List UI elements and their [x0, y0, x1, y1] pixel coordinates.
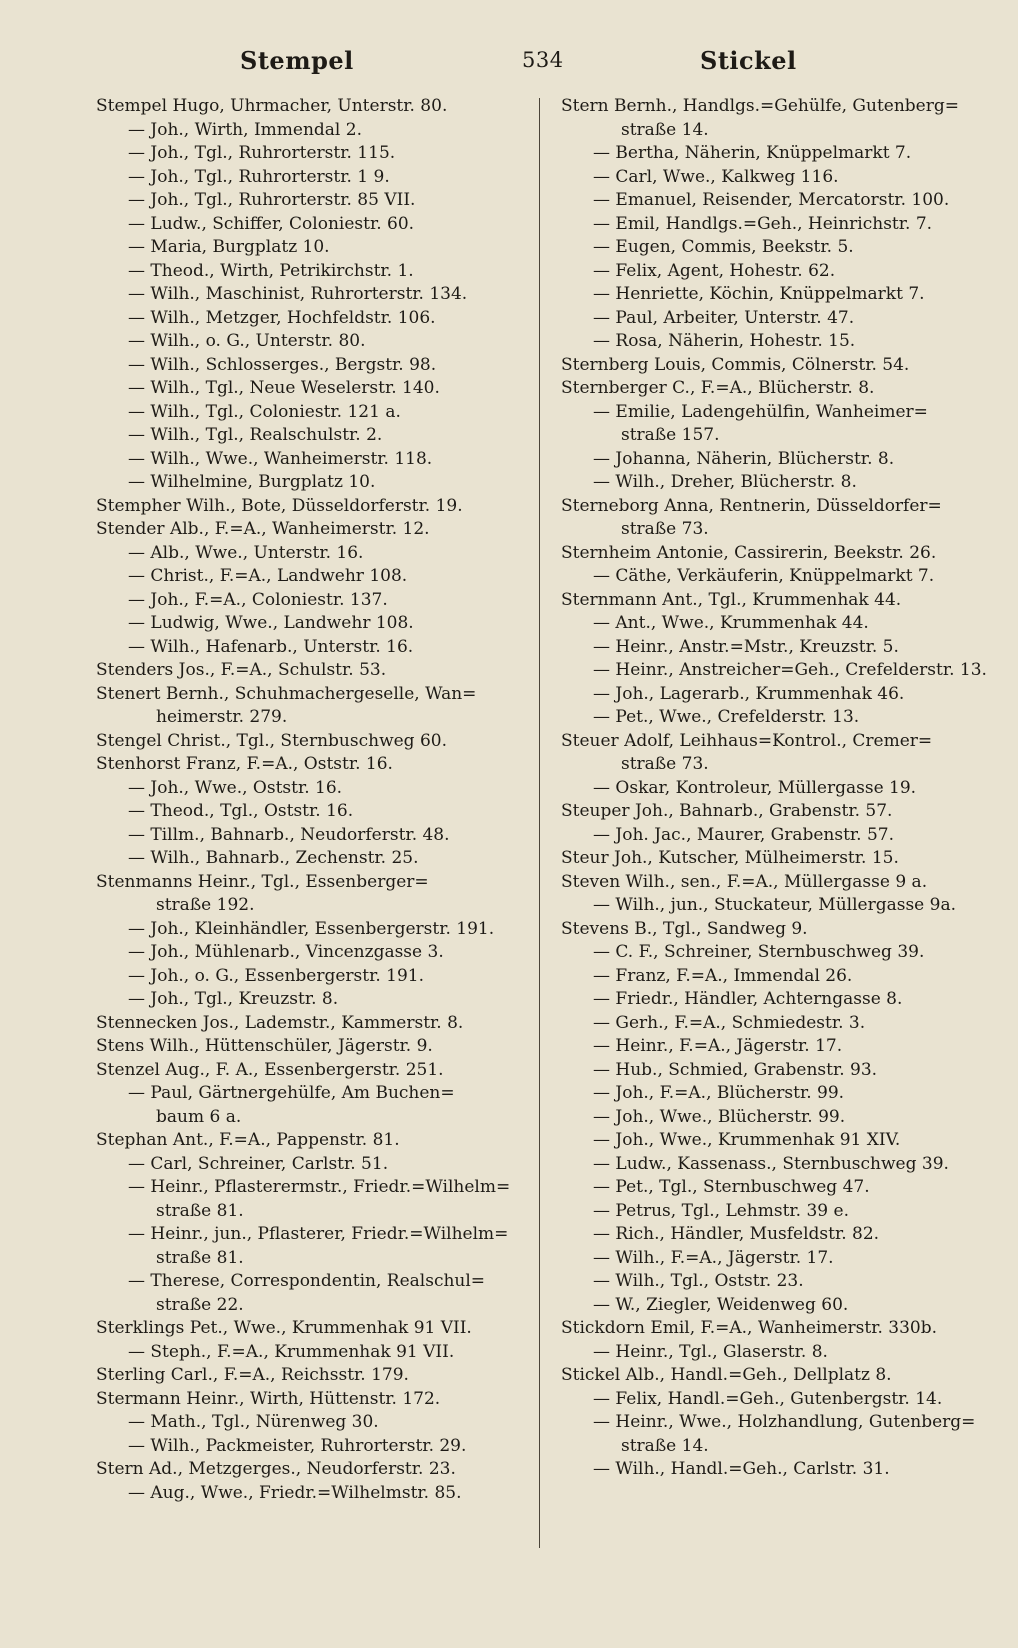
right-directory-line: straße 73. — [621, 754, 709, 774]
header-left-keyword: Stempel — [240, 46, 354, 75]
left-directory-line: Stermann Heinr., Wirth, Hüttenstr. 172. — [96, 1388, 441, 1409]
right-directory-line: — Felix, Agent, Hohestr. 62. — [593, 260, 836, 281]
right-directory-line: Stickel Alb., Handl.=Geh., Dellplatz 8. — [561, 1365, 892, 1385]
right-directory-line: straße 14. — [621, 1435, 709, 1456]
left-directory-line: Stender Alb., F.=A., Wanheimerstr. 12. — [96, 519, 430, 539]
right-directory-line: — Wilh., Tgl., Oststr. 23. — [593, 1271, 804, 1291]
right-directory-line: — Felix, Handl.=Geh., Gutenbergstr. 14. — [593, 1388, 943, 1409]
right-directory-line: — Joh., Lagerarb., Krummenhak 46. — [593, 683, 905, 704]
left-directory-line: — Wilh., Hafenarb., Unterstr. 16. — [128, 636, 414, 657]
left-directory-line: — Joh., o. G., Essenbergerstr. 191. — [128, 965, 425, 986]
right-directory-line: — Joh., Wwe., Krummenhak 91 XIV. — [593, 1130, 901, 1150]
left-directory-line: Stern Ad., Metzgerges., Neudorferstr. 23. — [96, 1459, 456, 1479]
right-directory-line: — Rosa, Näherin, Hohestr. 15. — [593, 331, 856, 351]
left-directory-line: Stengel Christ., Tgl., Sternbuschweg 60. — [96, 730, 447, 751]
right-directory-line: Steuer Adolf, Leihhaus=Kontrol., Cremer= — [561, 730, 933, 751]
left-directory-line: — Ludw., Schiffer, Coloniestr. 60. — [128, 213, 415, 234]
right-directory-line: — Wilh., Handl.=Geh., Carlstr. 31. — [593, 1459, 890, 1479]
right-directory-line: — Emil, Handlgs.=Geh., Heinrichstr. 7. — [593, 213, 933, 234]
left-directory-line: Stennecken Jos., Lademstr., Kammerstr. 8. — [96, 1012, 464, 1033]
left-directory-line: — Joh., Tgl., Ruhrorterstr. 85 VII. — [128, 190, 416, 210]
right-directory-line: — C. F., Schreiner, Sternbuschweg 39. — [593, 942, 925, 962]
left-directory-line: Stenzel Aug., F. A., Essenbergerstr. 251. — [96, 1059, 444, 1080]
right-directory-line: — Bertha, Näherin, Knüppelmarkt 7. — [593, 143, 912, 163]
right-directory-line: — Eugen, Commis, Beekstr. 5. — [593, 237, 854, 257]
left-directory-line: Stenhorst Franz, F.=A., Oststr. 16. — [96, 754, 393, 774]
left-directory-line: — Joh., F.=A., Coloniestr. 137. — [128, 589, 388, 610]
left-directory-line: Stephan Ant., F.=A., Pappenstr. 81. — [96, 1130, 400, 1150]
right-directory-line: — Pet., Tgl., Sternbuschweg 47. — [593, 1177, 870, 1197]
right-directory-line: — Petrus, Tgl., Lehmstr. 39 e. — [593, 1200, 849, 1221]
right-directory-line: — Heinr., Wwe., Holzhandlung, Gutenberg= — [593, 1412, 976, 1432]
left-directory-line: Stens Wilh., Hüttenschüler, Jägerstr. 9. — [96, 1036, 433, 1056]
right-directory-line: — Ludw., Kassenass., Sternbuschweg 39. — [593, 1153, 949, 1174]
left-directory-line: — Wilh., Schlosserges., Bergstr. 98. — [128, 354, 437, 375]
right-directory-line: — Johanna, Näherin, Blücherstr. 8. — [593, 448, 895, 469]
header-right-keyword: Stickel — [700, 46, 797, 75]
right-directory-line: Steur Joh., Kutscher, Mülheimerstr. 15. — [561, 848, 899, 868]
right-directory-line: straße 73. — [621, 519, 709, 539]
right-directory-line: Stickdorn Emil, F.=A., Wanheimerstr. 330b. — [561, 1318, 938, 1338]
left-directory-line: straße 192. — [156, 895, 255, 915]
left-directory-line: — Maria, Burgplatz 10. — [128, 237, 330, 257]
left-directory-line: — Wilh., Maschinist, Ruhrorterstr. 134. — [128, 284, 468, 304]
left-directory-line: — Joh., Wirth, Immendal 2. — [128, 119, 362, 140]
right-directory-line: Sternheim Antonie, Cassirerin, Beekstr. 26. — [561, 542, 937, 563]
right-directory-line: Steuper Joh., Bahnarb., Grabenstr. 57. — [561, 801, 893, 821]
left-directory-line: — Theod., Tgl., Oststr. 16. — [128, 801, 354, 821]
left-directory-line: — Wilh., o. G., Unterstr. 80. — [128, 331, 366, 351]
left-directory-line: Sterling Carl., F.=A., Reichsstr. 179. — [96, 1365, 409, 1385]
column-divider — [539, 98, 540, 1548]
right-directory-line: Sterneborg Anna, Rentnerin, Düsseldorfer= — [561, 495, 942, 516]
right-directory-line: — Rich., Händler, Musfeldstr. 82. — [593, 1224, 880, 1244]
right-directory-line: — Franz, F.=A., Immendal 26. — [593, 965, 853, 986]
right-directory-line: — Friedr., Händler, Achterngasse 8. — [593, 989, 903, 1009]
left-directory-line: — Heinr., Pflasterermstr., Friedr.=Wilhelm= — [128, 1177, 511, 1197]
left-directory-line: Sterklings Pet., Wwe., Krummenhak 91 VII. — [96, 1318, 472, 1338]
right-directory-line: straße 157. — [621, 425, 720, 445]
right-directory-line: — Hub., Schmied, Grabenstr. 93. — [593, 1059, 878, 1080]
right-directory-line: — Wilh., Dreher, Blücherstr. 8. — [593, 472, 857, 492]
right-directory-line: — Heinr., F.=A., Jägerstr. 17. — [593, 1036, 843, 1056]
left-directory-line: — Wilh., Packmeister, Ruhrorterstr. 29. — [128, 1435, 467, 1456]
left-directory-line: — Joh., Kleinhändler, Essenbergerstr. 191. — [128, 918, 495, 939]
left-directory-line: heimerstr. 279. — [156, 707, 288, 727]
left-directory-line: — Wilh., Metzger, Hochfeldstr. 106. — [128, 307, 436, 328]
right-directory-line: straße 14. — [621, 119, 709, 140]
left-directory-line: — Aug., Wwe., Friedr.=Wilhelmstr. 85. — [128, 1482, 462, 1503]
left-directory-line: Stempel Hugo, Uhrmacher, Unterstr. 80. — [96, 96, 448, 116]
right-directory-line: — Oskar, Kontroleur, Müllergasse 19. — [593, 777, 917, 798]
right-directory-line: — Wilh., F.=A., Jägerstr. 17. — [593, 1247, 834, 1268]
left-directory-line: Stenders Jos., F.=A., Schulstr. 53. — [96, 660, 387, 680]
right-directory-line: Stevens B., Tgl., Sandweg 9. — [561, 918, 808, 939]
right-directory-line: — Joh., F.=A., Blücherstr. 99. — [593, 1083, 845, 1103]
left-directory-line: — Christ., F.=A., Landwehr 108. — [128, 566, 408, 586]
right-directory-line: — Heinr., Anstr.=Mstr., Kreuzstr. 5. — [593, 636, 899, 657]
left-directory-line: — Wilh., Wwe., Wanheimerstr. 118. — [128, 448, 433, 469]
left-directory-line: straße 81. — [156, 1200, 244, 1221]
left-directory-line: Stempher Wilh., Bote, Düsseldorferstr. 19. — [96, 495, 463, 516]
right-directory-line: — Pet., Wwe., Crefelderstr. 13. — [593, 707, 860, 727]
right-directory-line: — Heinr., Tgl., Glaserstr. 8. — [593, 1341, 828, 1362]
left-directory-line: — Ludwig, Wwe., Landwehr 108. — [128, 613, 414, 633]
left-directory-line: — Wilhelmine, Burgplatz 10. — [128, 472, 376, 492]
left-directory-line: straße 81. — [156, 1247, 244, 1268]
left-directory-line: — Wilh., Tgl., Realschulstr. 2. — [128, 425, 383, 445]
page-header — [0, 46, 1018, 82]
left-directory-line: — Paul, Gärtnergehülfe, Am Buchen= — [128, 1083, 455, 1103]
right-directory-line: — Henriette, Köchin, Knüppelmarkt 7. — [593, 284, 925, 304]
right-directory-line: Sternmann Ant., Tgl., Krummenhak 44. — [561, 589, 902, 610]
left-directory-line: — Alb., Wwe., Unterstr. 16. — [128, 542, 364, 563]
right-directory-line: — Paul, Arbeiter, Unterstr. 47. — [593, 307, 855, 328]
right-directory-line: Sternberg Louis, Commis, Cölnerstr. 54. — [561, 354, 910, 375]
left-directory-line: — Steph., F.=A., Krummenhak 91 VII. — [128, 1341, 455, 1362]
left-column — [96, 95, 526, 1505]
right-directory-line: — Emanuel, Reisender, Mercatorstr. 100. — [593, 190, 950, 210]
right-directory-line: — W., Ziegler, Weidenweg 60. — [593, 1294, 849, 1315]
left-directory-line: — Math., Tgl., Nürenweg 30. — [128, 1412, 379, 1432]
left-directory-line: — Wilh., Bahnarb., Zechenstr. 25. — [128, 848, 419, 868]
left-directory-line: — Joh., Mühlenarb., Vincenzgasse 3. — [128, 942, 444, 962]
right-directory-line: — Heinr., Anstreicher=Geh., Crefelderstr. 13. — [593, 660, 987, 680]
left-directory-line: — Joh., Wwe., Oststr. 16. — [128, 777, 343, 798]
right-directory-line: — Wilh., jun., Stuckateur, Müllergasse 9a. — [593, 895, 956, 915]
left-directory-line: — Heinr., jun., Pflasterer, Friedr.=Wilhelm= — [128, 1224, 509, 1244]
right-directory-line: Steven Wilh., sen., F.=A., Müllergasse 9 a. — [561, 871, 928, 892]
right-directory-line: Sternberger C., F.=A., Blücherstr. 8. — [561, 378, 875, 398]
left-directory-line: — Joh., Tgl., Ruhrorterstr. 1 9. — [128, 166, 390, 187]
left-directory-line: — Theod., Wirth, Petrikirchstr. 1. — [128, 260, 414, 281]
right-directory-line: — Cäthe, Verkäuferin, Knüppelmarkt 7. — [593, 566, 935, 586]
right-directory-line: Stern Bernh., Handlgs.=Gehülfe, Gutenberg= — [561, 96, 959, 116]
left-directory-line: — Wilh., Tgl., Neue Weselerstr. 140. — [128, 378, 440, 398]
right-directory-line: — Carl, Wwe., Kalkweg 116. — [593, 166, 839, 187]
left-directory-line: Stenert Bernh., Schuhmachergeselle, Wan= — [96, 683, 477, 704]
left-directory-line: baum 6 a. — [156, 1106, 242, 1127]
right-directory-line: — Ant., Wwe., Krummenhak 44. — [593, 613, 869, 633]
left-directory-line: — Wilh., Tgl., Coloniestr. 121 a. — [128, 401, 401, 422]
right-directory-line: — Joh. Jac., Maurer, Grabenstr. 57. — [593, 824, 895, 845]
right-column — [561, 95, 991, 1482]
right-directory-line: — Emilie, Ladengehülfin, Wanheimer= — [593, 401, 928, 422]
right-directory-line: — Gerh., F.=A., Schmiedestr. 3. — [593, 1012, 866, 1033]
page-number: 534 — [522, 48, 564, 72]
left-directory-line: — Tillm., Bahnarb., Neudorferstr. 48. — [128, 824, 450, 845]
left-directory-line: — Joh., Tgl., Kreuzstr. 8. — [128, 989, 339, 1009]
left-directory-line: Stenmanns Heinr., Tgl., Essenberger= — [96, 871, 429, 892]
right-directory-line: — Joh., Wwe., Blücherstr. 99. — [593, 1106, 846, 1127]
left-directory-line: — Therese, Correspondentin, Realschul= — [128, 1271, 486, 1291]
left-directory-line: — Joh., Tgl., Ruhrorterstr. 115. — [128, 143, 396, 163]
left-directory-line: — Carl, Schreiner, Carlstr. 51. — [128, 1153, 389, 1174]
left-directory-line: straße 22. — [156, 1294, 244, 1315]
